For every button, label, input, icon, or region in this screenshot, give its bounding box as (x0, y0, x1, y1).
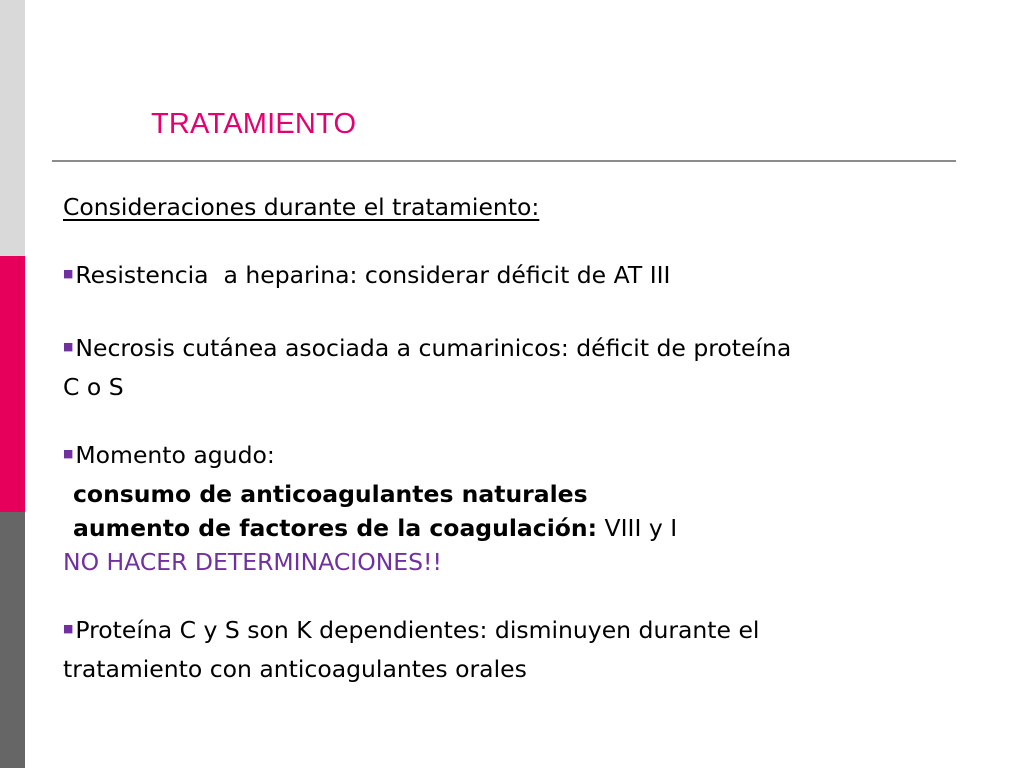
item-text: Necrosis cutánea asociada a cumarinicos: déficit de proteína (75, 334, 792, 362)
sub-item (63, 511, 953, 545)
spacer (63, 297, 953, 331)
item-text: Proteína C y S son K dependientes: disminuyen durante el (75, 616, 760, 644)
item-continuation: tratamiento con anticoagulantes orales (63, 655, 527, 683)
subtitle: Consideraciones durante el tratamiento: (63, 193, 540, 221)
slide-title: TRATAMIENTO (151, 108, 357, 140)
side-bar-top (0, 0, 25, 256)
sub-item-bold: aumento de factores de la coagulación: (73, 514, 598, 542)
spacer (63, 579, 953, 613)
bullet-item (63, 331, 953, 370)
square-bullet-icon: ■ (63, 622, 74, 635)
spacer (63, 404, 953, 438)
side-bar-middle (0, 256, 25, 512)
bullet-item (63, 438, 953, 477)
square-bullet-icon: ■ (63, 447, 74, 460)
bullet-item (63, 258, 953, 297)
side-bar-bottom (0, 512, 25, 768)
item-text: Momento agudo: (75, 441, 275, 469)
bullet-item (63, 613, 953, 652)
subtitle-line (63, 190, 953, 224)
title-divider (52, 160, 956, 162)
item-text: Resistencia a heparina: considerar déficit de AT III (75, 261, 671, 289)
warning-text: NO HACER DETERMINACIONES!! (63, 548, 442, 576)
spacer (63, 224, 953, 258)
sub-item-rest: VIII y I (597, 514, 678, 542)
sub-item: consumo de anticoagulantes naturales (73, 480, 588, 508)
item-continuation: C o S (63, 373, 124, 401)
square-bullet-icon: ■ (63, 267, 74, 280)
square-bullet-icon: ■ (63, 340, 74, 353)
slide-body (63, 190, 953, 686)
